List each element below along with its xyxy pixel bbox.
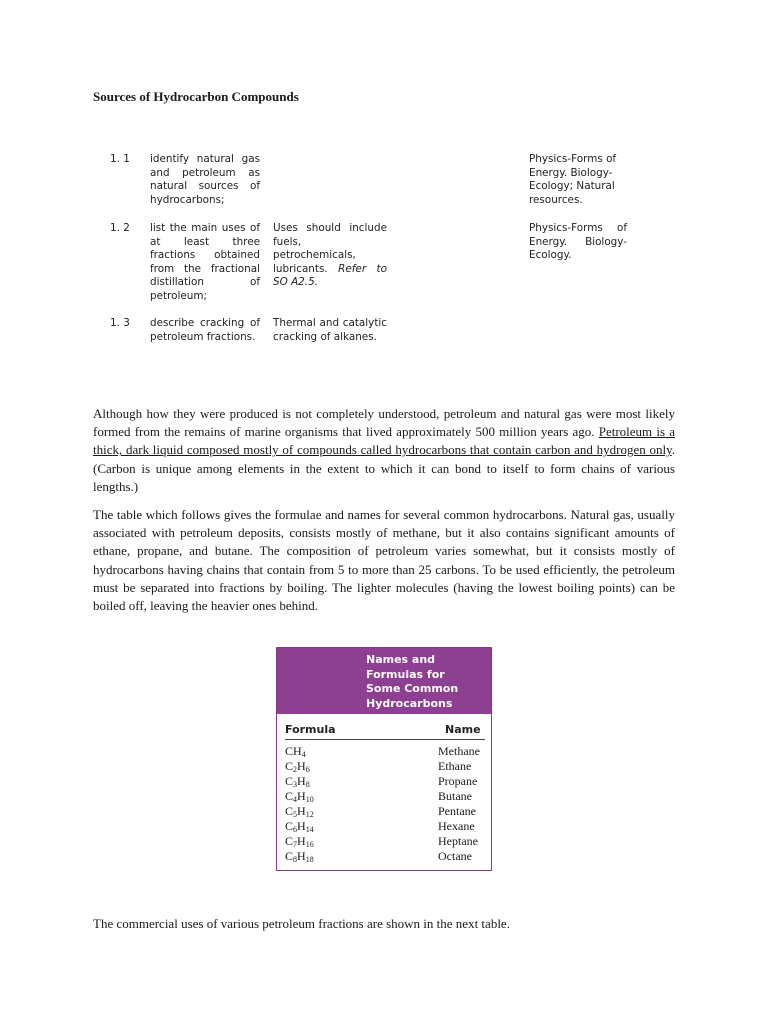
paragraph-natural-gas (93, 506, 675, 615)
formula-element: C (285, 759, 294, 773)
paragraph-petroleum-origin (93, 405, 675, 496)
formula-subscript: 2 (293, 765, 298, 774)
formula-element: H (297, 804, 306, 818)
hydrocarbon-name: Methane (438, 744, 480, 758)
formula-subscript: 6 (293, 825, 298, 834)
hydrocarbon-name: Hexane (438, 819, 475, 833)
paragraph-text: Although how they were produced is not completely understood, petroleum and natural gas were most likely formed from the remains of marine organisms that lived approximately 500 million years ago. (93, 406, 675, 440)
explanatory-reference: Refer to SO A2.5. (273, 262, 387, 289)
formula-element: H (297, 834, 306, 848)
formula-element: C (285, 774, 294, 788)
hydrocarbon-formula (285, 834, 314, 849)
hydrocarbon-table-title: Names and Formulas for Some Common Hydrocarbons (366, 653, 459, 710)
objective-text: describe cracking of petroleum fractions. (150, 317, 260, 343)
objective-row (110, 317, 650, 347)
explanatory-notes (273, 222, 387, 290)
hydrocarbon-formula (285, 804, 314, 819)
column-header-name: Name (445, 723, 481, 736)
header-divider (285, 739, 485, 740)
formula-subscript: 14 (305, 825, 314, 834)
formula-subscript: 7 (293, 840, 298, 849)
formula-element: C (285, 849, 294, 863)
formula-element: H (297, 819, 306, 833)
formula-element: H (293, 744, 302, 758)
table-row (285, 759, 485, 774)
column-header-formula: Formula (285, 723, 336, 736)
formula-subscript: 12 (305, 810, 314, 819)
formula-element: H (297, 759, 306, 773)
paragraph-text: . (Carbon is unique among elements in the extent to which it can bond to itself to form chains of various lengths.) (93, 442, 675, 494)
hydrocarbon-formula (285, 744, 306, 759)
table-row (285, 834, 485, 849)
objective-number: 1. 1 (110, 153, 130, 165)
formula-subscript: 5 (293, 810, 298, 819)
hydrocarbon-name: Ethane (438, 759, 472, 773)
hydrocarbon-table (276, 647, 492, 871)
formula-element: C (285, 789, 294, 803)
paragraph-text: The commercial uses of various petroleum fractions are shown in the next table. (93, 916, 510, 931)
explanatory-notes-text: Uses should include fuels, petrochemicals, lubricants. (273, 222, 387, 275)
objective-number: 1. 3 (110, 317, 130, 329)
formula-subscript: 4 (301, 750, 306, 759)
hydrocarbon-rows (285, 744, 485, 864)
table-row (285, 789, 485, 804)
formula-subscript: 10 (305, 795, 314, 804)
formula-element: C (285, 834, 294, 848)
formula-element: C (285, 819, 294, 833)
table-row (285, 849, 485, 864)
table-row (285, 744, 485, 759)
hydrocarbon-formula (285, 849, 314, 864)
hydrocarbon-formula (285, 789, 314, 804)
objective-row (110, 222, 650, 317)
table-row (285, 774, 485, 789)
hydrocarbon-name: Pentane (438, 804, 476, 818)
hydrocarbon-name: Propane (438, 774, 478, 788)
formula-subscript: 4 (293, 795, 298, 804)
paragraph-text: The table which follows gives the formulae and names for several common hydrocarbons. Natural gas, usually associated with petroleum deposits, consists mostly of methane, but it also contains significant amounts of ethane, propane, and butane. The composition of petroleum varies somewhat, but it consists mostly of hydrocarbons having chains that contain from 5 to more than 25 carbons. To be used efficiently, the petroleum must be separated into fractions by boiling. The lighter molecules (having the lowest boiling points) can be boiled off, leaving the heavier ones behind. (93, 507, 675, 614)
formula-subscript: 8 (305, 780, 310, 789)
objective-number: 1. 2 (110, 222, 130, 234)
objective-row (110, 153, 650, 223)
formula-subscript: 18 (305, 855, 314, 864)
table-row (285, 804, 485, 819)
hydrocarbon-table-header (277, 648, 491, 714)
formula-subscript: 3 (293, 780, 298, 789)
formula-element: C (285, 804, 294, 818)
formula-element: C (285, 744, 294, 758)
links-text: Physics-Forms of Energy. Biology-Ecology; Natural resources. (529, 153, 617, 206)
hydrocarbon-formula (285, 759, 310, 774)
objective-text: identify natural gas and petroleum as natural sources of hydrocarbons; (150, 153, 260, 206)
formula-subscript: 6 (305, 765, 310, 774)
formula-element: H (297, 849, 306, 863)
formula-subscript: 8 (293, 855, 298, 864)
hydrocarbon-formula (285, 819, 314, 834)
hydrocarbon-formula (285, 774, 310, 789)
formula-subscript: 16 (305, 840, 314, 849)
formula-element: H (297, 789, 306, 803)
links-text: Physics-Forms of Energy. Biology-Ecology. (529, 222, 627, 262)
underlined-definition: Petroleum is a thick, dark liquid composed mostly of compounds called hydrocarbons that contain carbon and hydrogen only (93, 424, 675, 458)
hydrocarbon-name: Heptane (438, 834, 478, 848)
explanatory-notes: Thermal and catalytic cracking of alkanes. (273, 317, 387, 343)
hydrocarbon-name: Butane (438, 789, 472, 803)
hydrocarbon-name: Octane (438, 849, 472, 863)
formula-element: H (297, 774, 306, 788)
page-title: Sources of Hydrocarbon Compounds (93, 89, 299, 104)
objective-text: list the main uses of at least three fractions obtained from the fractional distillation of petroleum; (150, 222, 260, 302)
table-row (285, 819, 485, 834)
paragraph-commercial-uses (93, 915, 675, 933)
